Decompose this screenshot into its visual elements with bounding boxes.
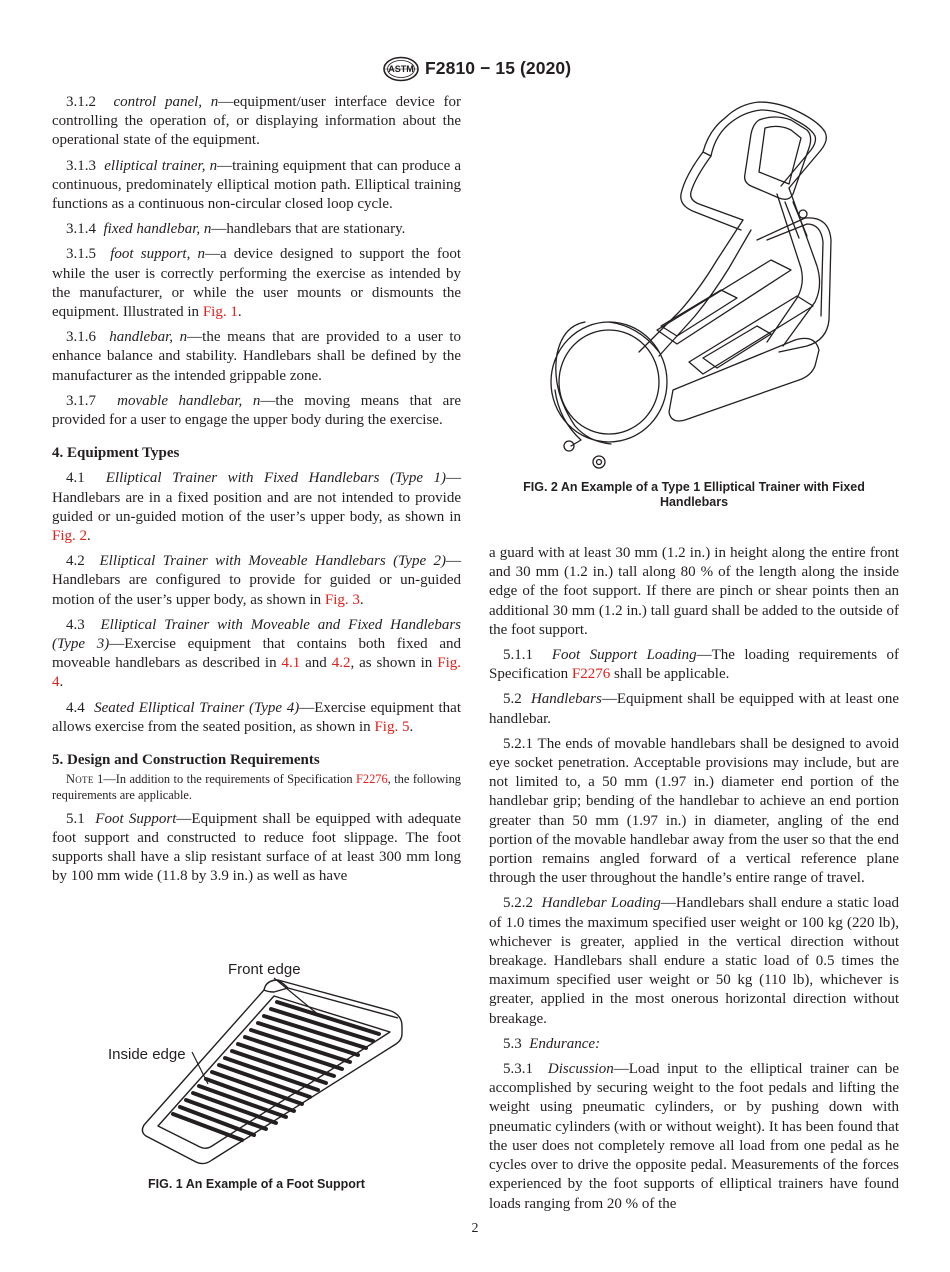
paragraph-5-1-continued: a guard with at least 30 mm (1.2 in.) in height along the entire front and 30 mm (1.2 in.) tall along 80 % of the length along the inside edge of the foot support. If there are pinch or shear points then an additional 30 mm (1.2 in.) tall guard shall be added to the outside of the foot support. — [489, 545, 899, 638]
paragraph-5-1: 5.1 Foot Support—Equipment shall be equipped with adequate foot support and constructed to reduce foot slippage. The foot supports shall have a slip resistant surface of at least 300 mm long by 100 mm wide (11.8 by 3.9 in.) as well as have — [52, 810, 462, 885]
paragraph-3-1-3: 3.1.3 elliptical trainer, n—training equipment that can produce a continuous, predominately elliptical motion path. Elliptical training functions as a continuous non-circular closed loop cycle. — [52, 157, 462, 213]
fig4-link[interactable]: Fig. 4 — [52, 655, 461, 691]
paragraph-3-1-2: 3.1.2 control panel, n—equipment/user interface device for controlling the operation of, or displaying information about the operational state of the equipment. — [52, 94, 462, 149]
paragraph-4-1: 4.1 Elliptical Trainer with Fixed Handlebars (Type 1)—Handlebars are in a fixed position and are not intended to provide guided or un-guided motion of the user’s upper body, as shown in Fig. 2. — [52, 470, 461, 545]
fig1-link[interactable]: Fig. 1 — [202, 304, 238, 321]
paragraph-5-2-2: 5.2.2 Handlebar Loading—Handlebars shall endure a static load of 1.0 times the maximum specified user weight or 100 kg (220 lb), whichever is greater, applied in the vertical direction without breakage. Handlebars shall endure a static load of 0.5 times the maximum specified user weight or 50 kg (110 lb), whichever is greater, applied in the most onerous horizontal direction without breakage. — [489, 895, 900, 1027]
paragraph-4-3: 4.3 Elliptical Trainer with Moveable and Fixed Handlebars (Type 3)—Exercise equipment that contains both fixed and moveable handlebars as described in 4.1 and 4.2, as shown in Fig. 4. — [52, 616, 462, 691]
right-column — [489, 544, 899, 1220]
page-header — [0, 56, 950, 84]
f2276-link[interactable]: F2276 — [571, 666, 611, 683]
paragraph-5-3-1: 5.3.1 Discussion—Load input to the elliptical trainer can be accomplished by securing weight to the foot pedals and lifting the weight using pneumatic cylinders, or by pushing down with pneumatic cylinders (with or without weight). It has been found that the user does not completely remove all load from one pedal as he cycles over to drive the opposite pedal. Measurements of the forces experienced by the foot supports of elliptical trainers have found loads ranging from 20 % of the — [489, 1061, 899, 1212]
paragraph-5-2-1: 5.2.1 The ends of movable handlebars shall be designed to avoid eye socket penetration. Acceptable provisions may include, but are not limited to, a 50 mm (1.97 in.) diameter end portion of the handlebar grip; bending of the handlebar to achieve an end portion greater than 50 mm (1.97 in.) in diameter, angling of the end portion of the movable handlebar away from the user so that the end portion remains angled forward of a vertical reference plane through the user throughout the handle’s entire range of travel. — [489, 735, 899, 887]
figure-2 — [489, 90, 899, 510]
paragraph-5-3: 5.3 Endurance: — [503, 1035, 601, 1052]
fig2-link[interactable]: Fig. 2 — [52, 528, 88, 545]
section-4-1-link[interactable]: 4.1 — [281, 655, 301, 672]
paragraph-5-1-1: 5.1.1 Foot Support Loading—The loading requirements of Specification F2276 shall be applicable. — [489, 647, 899, 683]
section-4-2-link[interactable]: 4.2 — [331, 655, 351, 672]
paragraph-4-2: 4.2 Elliptical Trainer with Moveable Handlebars (Type 2)—Handlebars are configured to provide for guided or un-guided motion of the user’s upper body, as shown in Fig. 3. — [52, 553, 461, 608]
paragraph-5-2: 5.2 Handlebars—Equipment shall be equipped with at least one handlebar. — [489, 691, 899, 727]
note-1: Note 1—In addition to the requirements of Specification F2276, the following requirements are applicable. — [52, 772, 461, 802]
left-column — [52, 93, 461, 893]
astm-logo — [382, 56, 420, 82]
elliptical-trainer-illustration — [489, 90, 899, 474]
paragraph-3-1-4: 3.1.4 fixed handlebar, n—handlebars that are stationary. — [66, 221, 406, 238]
f2276-link-note[interactable]: F2276 — [355, 772, 388, 787]
figure-1 — [52, 950, 461, 1200]
page-number: 2 — [471, 1221, 479, 1236]
fig5-link[interactable]: Fig. 5 — [374, 718, 410, 735]
foot-support-illustration — [52, 950, 461, 1172]
figure-2-caption: FIG. 2 An Example of a Type 1 Elliptical Trainer with Fixed Handlebars — [523, 480, 865, 509]
paragraph-4-4: 4.4 Seated Elliptical Trainer (Type 4)—Exercise equipment that allows exercise from the seated position, as shown in Fig. 5. — [52, 699, 461, 735]
svg-text:ASTM: ASTM — [388, 64, 414, 74]
paragraph-3-1-6: 3.1.6 handlebar, n—the means that are provided to a user to enhance balance and stability. Handlebars shall be defined by the manufacturer as the intended grippable zone. — [52, 329, 462, 384]
section-5-heading: 5. Design and Construction Requirements — [52, 752, 320, 769]
fig3-link[interactable]: Fig. 3 — [324, 591, 360, 608]
inside-edge-label: Inside edge — [108, 1046, 186, 1063]
section-4-heading: 4. Equipment Types — [52, 445, 180, 462]
paragraph-3-1-5: 3.1.5 foot support, n—a device designed to support the foot while the user is correctly performing the exercise as intended by the manufacturer, or while the user mounts or dismounts the equipment. Illustrated in Fig. 1. — [52, 246, 461, 321]
front-edge-label: Front edge — [228, 961, 301, 978]
figure-1-caption: FIG. 1 An Example of a Foot Support — [148, 1177, 365, 1191]
standard-designation: F2810 − 15 (2020) — [425, 58, 572, 78]
paragraph-3-1-7: 3.1.7 movable handlebar, n—the moving means that are provided for a user to engage the upper body during the exercise. — [52, 392, 461, 429]
